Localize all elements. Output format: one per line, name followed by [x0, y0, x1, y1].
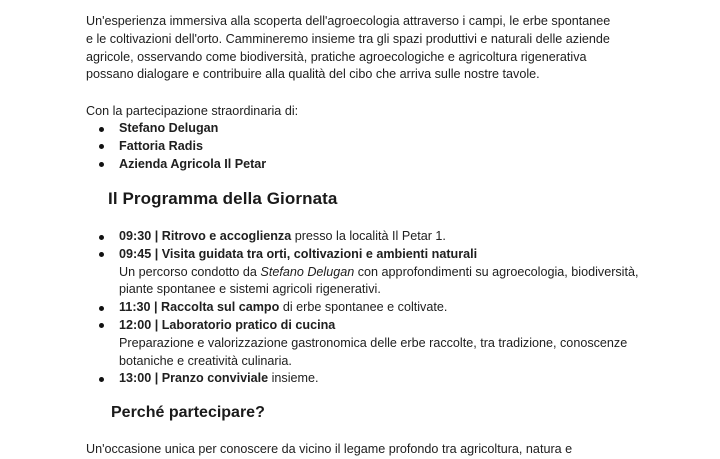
- program-item-description: Un percorso condotto da Stefano Delugan con approfondimenti su agroecologia, biodiversità, piante spontanee e sistemi agricoli rigenerativi.: [119, 264, 639, 297]
- why-heading: Perché partecipare?: [111, 404, 265, 421]
- program-item: 11:30 | Raccolta sul campo di erbe spontanee e coltivate.: [86, 299, 646, 317]
- program-item: 09:45 | Visita guidata tra orti, coltivazioni e ambienti naturali Un percorso condotto da Stefano Delugan con approfondimenti su agroecologia, biodiversità, piante spontanee e sistemi agricoli rigenerativi.: [86, 246, 646, 299]
- participation-lead: Con la partecipazione straordinaria di:: [86, 104, 299, 118]
- list-item: Stefano Delugan: [86, 120, 646, 138]
- list-item: Fattoria Radis: [86, 138, 646, 156]
- list-item: Azienda Agricola Il Petar: [86, 156, 646, 174]
- guest-list: [86, 120, 646, 173]
- program-item-description: Preparazione e valorizzazione gastronomica delle erbe raccolte, tra tradizione, conoscenze botaniche e creatività culinaria.: [119, 335, 628, 368]
- intro-paragraph: Un'esperienza immersiva alla scoperta dell'agroecologia attraverso i campi, le erbe spontanee e le coltivazioni dell'orto. Cammineremo insieme tra gli spazi produttivi e naturali delle aziende agricole, osservando come biodiversità, pratiche agroecologiche e agricoltura rigenerativa possano dialogare e contribuire alla qualità del cibo che arriva sulle nostre tavole.: [86, 14, 611, 82]
- program-item: 13:00 | Pranzo conviviale insieme.: [86, 370, 646, 388]
- program-heading: Il Programma della Giornata: [108, 189, 338, 208]
- program-item: 09:30 | Ritrovo e accoglienza presso la località Il Petar 1.: [86, 228, 646, 246]
- why-paragraph: Un'occasione unica per conoscere da vicino il legame profondo tra agricoltura, natura e: [86, 442, 573, 456]
- program-list: [86, 228, 646, 388]
- program-item: 12:00 | Laboratorio pratico di cucina Preparazione e valorizzazione gastronomica delle erbe raccolte, tra tradizione, conoscenze botaniche e creatività culinaria.: [86, 317, 646, 370]
